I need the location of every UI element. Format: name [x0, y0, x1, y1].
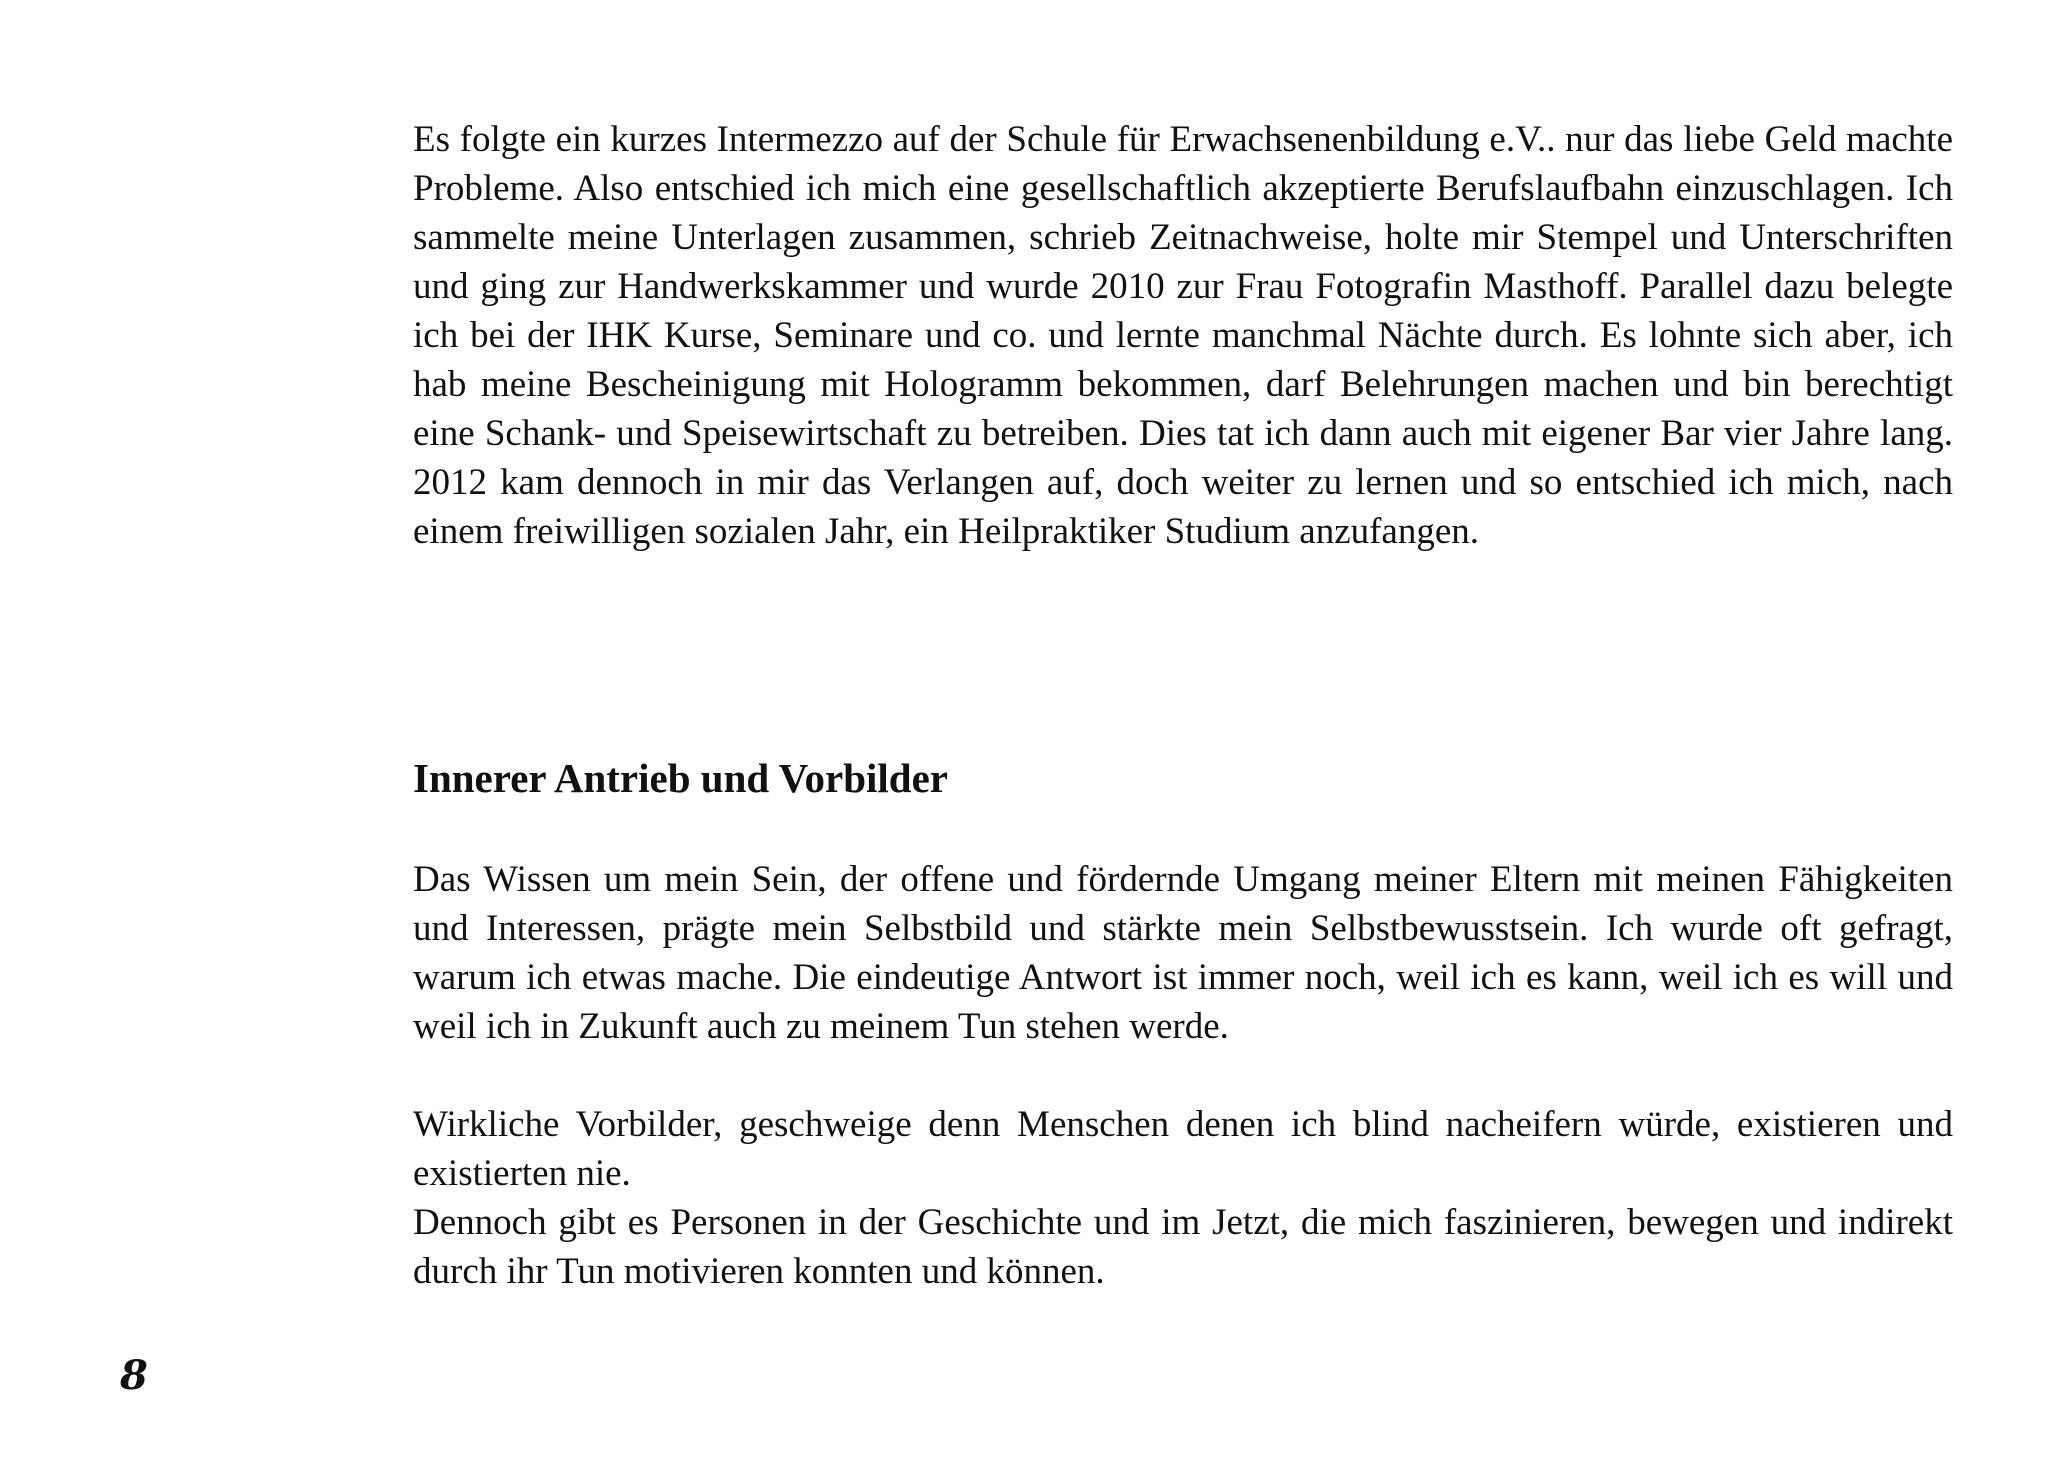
paragraph-role-models: Wirkliche Vorbilder, geschweige denn Menschen denen ich blind nacheifern würde, existieren und existierten nie.	[413, 1104, 1953, 1194]
page-number: 8	[120, 1352, 148, 1399]
paragraph-self-image: Das Wissen um mein Sein, der offene und fördernde Umgang meiner Eltern mit meinen Fähigkeiten und Interessen, prägte mein Selbstbild und stärkte mein Selbstbewusstsein. Ich wurde oft gefragt, warum ich etwas mache. Die eindeutige Antwort ist immer noch, weil ich es kann, weil ich es will und weil ich in Zukunft auch zu meinem Tun stehen werde.	[413, 859, 1953, 1047]
paragraph-inspiration: Dennoch gibt es Personen in der Geschichte und im Jetzt, die mich faszinieren, bewegen und indirekt durch ihr Tun motivieren konnten und können.	[413, 1202, 1953, 1292]
paragraph-career: Es folgte ein kurzes Intermezzo auf der Schule für Erwachsenenbildung e.V.. nur das liebe Geld machte Probleme. Also entschied ich mich eine gesellschaftlich akzeptierte Berufslaufbahn einzuschlagen. Ich sammelte meine Unterlagen zusammen, schrieb Zeitnachweise, holte mir Stempel und Unterschriften und ging zur Handwerkskammer und wurde 2010 zur Frau Fotografin Masthoff. Parallel dazu belegte ich bei der IHK Kurse, Seminare und co. und lernte manchmal Nächte durch. Es lohnte sich aber, ich hab meine Bescheinigung mit Hologramm bekommen, darf Belehrungen machen und bin berechtigt eine Schank- und Speisewirtschaft zu betreiben. Dies tat ich dann auch mit eigener Bar vier Jahre lang. 2012 kam dennoch in mir das Verlangen auf, doch weiter zu lernen und so entschied ich mich, nach einem freiwilligen sozialen Jahr, ein Heilpraktiker Studium anzufangen.	[413, 119, 1953, 552]
section-heading: Innerer Antrieb und Vorbilder	[413, 755, 949, 801]
